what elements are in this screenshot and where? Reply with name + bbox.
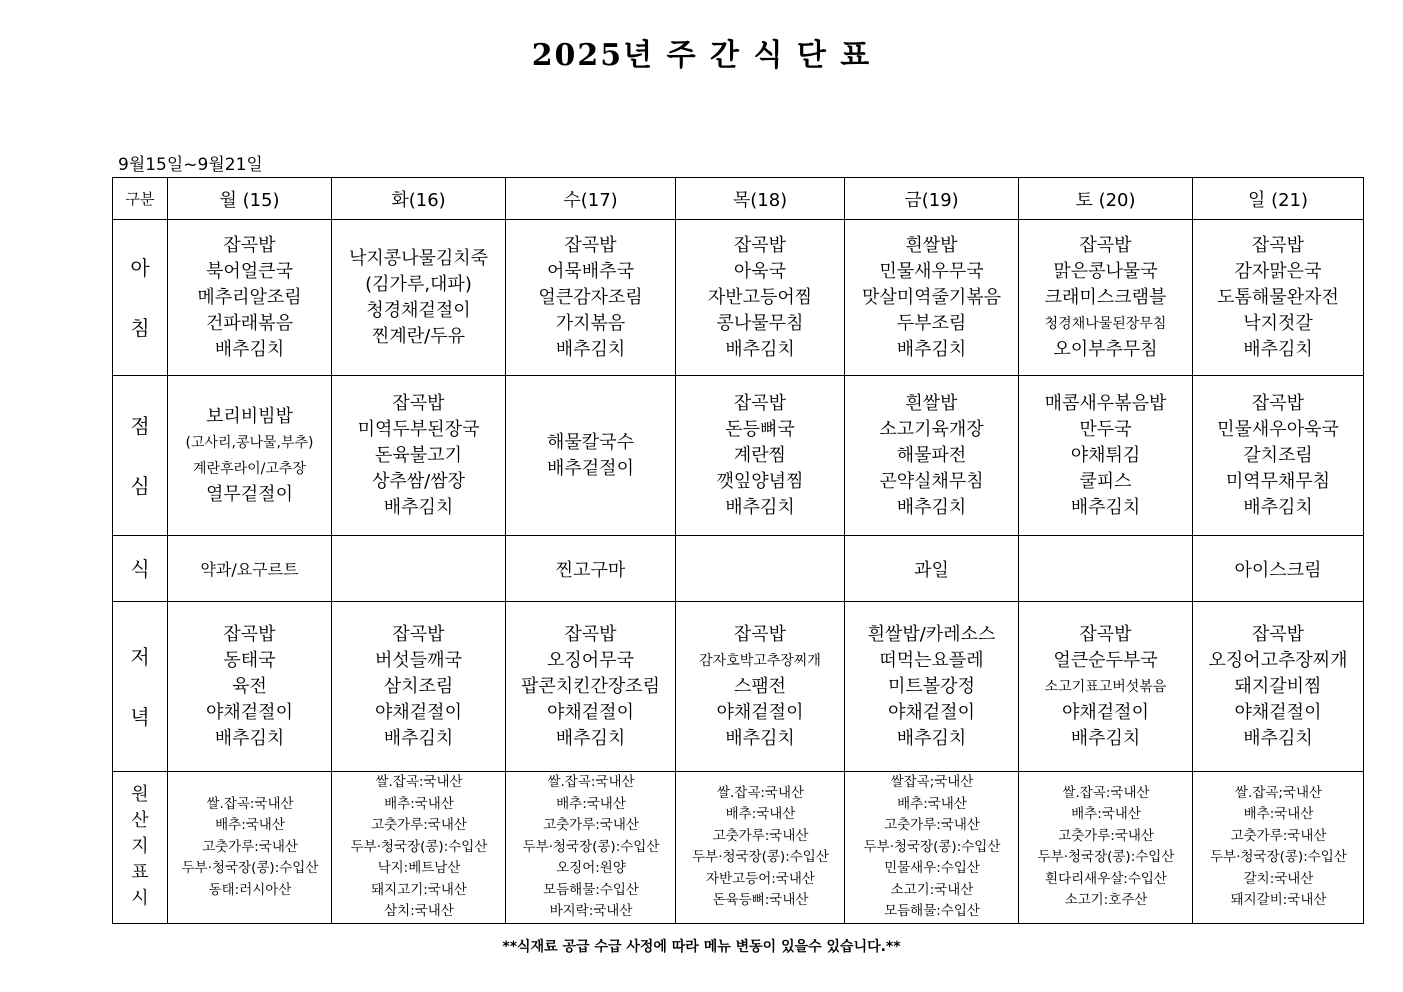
origin-line: 쌀.잡곡:국내산: [547, 774, 635, 790]
menu-item: 배추김치: [725, 727, 795, 749]
menu-item: 배추김치: [1070, 496, 1141, 518]
origin-cell: [1193, 772, 1364, 924]
menu-item: 소고기표고버섯볶음: [1044, 678, 1167, 695]
date-range: 9월15일~9월21일: [118, 155, 263, 175]
menu-item: 돈등뼈국: [725, 418, 795, 440]
menu-item: 배추김치: [896, 727, 967, 749]
menu-item: 흰쌀밥/카레소스: [867, 623, 996, 645]
origin-line: 고춧가루:국내산: [884, 817, 980, 833]
menu-item: 도톰해물완자전: [1217, 286, 1339, 308]
menu-item: 야채겉절이: [206, 701, 293, 723]
menu-item: 상추쌈/쌈장: [371, 470, 465, 492]
origin-line: 오징어:원양: [556, 860, 626, 876]
snack-cell: [332, 536, 506, 602]
menu-item: 북어얼큰국: [206, 260, 293, 282]
snack-cell: [676, 536, 845, 602]
origin-line: 고춧가루:국내산: [543, 817, 639, 833]
menu-item: 팝콘치킨간장조림: [520, 675, 661, 697]
menu-item: 배추김치: [725, 496, 795, 518]
menu-cell: [332, 602, 506, 772]
dinner-row: [113, 602, 1364, 772]
menu-item: 두부조림: [896, 312, 967, 334]
origin-cell: [676, 772, 845, 924]
menu-item: 잡곡밥: [392, 392, 445, 414]
snack-cell: 찐고구마: [506, 536, 676, 602]
menu-item: 청경채겉절이: [366, 299, 471, 321]
menu-item: 배추김치: [1243, 727, 1313, 749]
origin-line: 쌀.잡곡:국내산: [1062, 784, 1150, 801]
origin-line: 모듬해물:수입산: [884, 903, 980, 919]
menu-item: 청경채나물된장무침: [1044, 315, 1167, 332]
menu-cell: [506, 602, 676, 772]
snack-label: [113, 536, 168, 602]
menu-item: 잡곡밥: [564, 234, 617, 256]
menu-item: 배추김치: [896, 338, 967, 360]
origin-cell: [332, 772, 506, 924]
menu-item: 잡곡밥: [1079, 623, 1132, 645]
origin-line: 바지락:국내산: [549, 903, 633, 919]
menu-item: 흰쌀밥: [905, 234, 958, 256]
menu-cell: [676, 602, 845, 772]
menu-cell: [332, 376, 506, 536]
header-label: 구분: [113, 178, 168, 220]
menu-item: 동태국: [223, 649, 276, 671]
menu-cell: [1193, 376, 1364, 536]
origin-line: 배추:국내산: [556, 795, 626, 812]
menu-item: 야채튀김: [1070, 444, 1141, 466]
menu-item: 낙지젓갈: [1243, 312, 1313, 334]
origin-line: 두부·청국장(콩):수입산: [181, 860, 319, 876]
menu-item: 잡곡밥: [223, 234, 276, 256]
menu-cell: [506, 220, 676, 376]
day-header-tue: 화(16): [332, 178, 506, 220]
snack-row: [113, 536, 1364, 602]
origin-line: 쌀.잡곡;국내산: [1234, 784, 1323, 801]
menu-item: 배추김치: [1070, 727, 1141, 749]
origin-line: 두부·청국장(콩):수입산: [350, 838, 488, 855]
origin-cell: [845, 772, 1019, 924]
menu-item: 오징어고추장찌개: [1208, 649, 1348, 671]
menu-item: 버섯들깨국: [375, 649, 462, 671]
menu-item: 배추김치: [555, 338, 626, 360]
origin-line: 돼지고기:국내산: [371, 881, 467, 898]
menu-item: 잡곡밥: [1251, 234, 1305, 256]
menu-item: 잡곡밥: [223, 623, 276, 645]
menu-item: 스팸전: [733, 675, 787, 697]
menu-item: 잡곡밥: [733, 392, 787, 414]
menu-item: 오이부추무침: [1053, 338, 1158, 360]
origin-line: 소고기:호주산: [1064, 892, 1148, 909]
menu-item: 야채겉절이: [1234, 701, 1322, 723]
menu-item: 배추김치: [725, 338, 795, 360]
snack-cell: [1019, 536, 1193, 602]
origin-line: 두부·청국장(콩):수입산: [692, 849, 829, 866]
breakfast-label: [113, 220, 168, 376]
menu-cell: [1019, 220, 1193, 376]
day-header-fri: 금(19): [845, 178, 1019, 220]
menu-cell: [1193, 602, 1364, 772]
day-header-thu: 목(18): [676, 178, 845, 220]
menu-item: 잡곡밥: [1251, 392, 1305, 414]
menu-cell: [168, 602, 332, 772]
menu-item: 어묵배추국: [547, 260, 634, 282]
origin-line: 배추:국내산: [384, 795, 454, 812]
row-label-char: 시: [131, 888, 149, 910]
menu-item: 육전: [232, 675, 267, 697]
origin-line: 고춧가루:국내산: [371, 817, 467, 833]
day-header-wed: 수(17): [506, 178, 676, 220]
footnote: **식재료 공급 수급 사정에 따라 메뉴 변동이 있을수 있습니다.**: [502, 939, 901, 955]
menu-item: 열무겉절이: [206, 483, 293, 505]
menu-item: 미트볼강정: [888, 675, 975, 697]
origin-line: 배추:국내산: [725, 806, 796, 823]
origin-line: 배추:국내산: [1071, 806, 1141, 823]
menu-item: 아욱국: [733, 260, 787, 282]
menu-cell: [845, 602, 1019, 772]
row-label-char: 식: [130, 556, 150, 581]
page-title: 2025년 주 간 식 단 표: [531, 38, 872, 73]
menu-item: 삼치조림: [383, 675, 454, 697]
menu-item: 야채겉절이: [716, 701, 804, 723]
lunch-row: [113, 376, 1364, 536]
menu-item: 야채겉절이: [547, 701, 634, 723]
origin-line: 동태:러시아산: [208, 881, 292, 898]
origin-line: 두부·청국장(콩):수입산: [1037, 849, 1175, 866]
menu-cell: [676, 220, 845, 376]
menu-item: 배추김치: [1243, 338, 1313, 360]
row-label-char: 녁: [130, 704, 150, 729]
origin-line: 갈치:국내산: [1243, 870, 1314, 887]
origin-line: 쌀.잡곡:국내산: [375, 774, 463, 790]
row-label-char: 점: [130, 413, 150, 438]
menu-item: 배추겉절이: [547, 457, 634, 479]
origin-line: 쌀.잡곡:국내산: [716, 784, 805, 801]
origin-line: 고춧가루:국내산: [202, 838, 298, 855]
menu-item: 자반고등어찜: [707, 286, 813, 308]
menu-item: 미역두부된장국: [357, 418, 480, 440]
menu-item: 해물파전: [896, 444, 967, 466]
origin-line: 고춧가루:국내산: [1230, 827, 1327, 844]
origin-line: 배추:국내산: [215, 817, 285, 833]
breakfast-row: [113, 220, 1364, 376]
row-label-char: 표: [131, 862, 149, 884]
snack-cell: 과일: [845, 536, 1019, 602]
origin-line: 쌀.잡곡:국내산: [206, 795, 294, 812]
menu-item: 배추김치: [1243, 496, 1313, 518]
row-label-char: 산: [131, 810, 149, 832]
menu-item: 깻잎양념찜: [716, 470, 804, 492]
menu-item: 오징어무국: [547, 649, 634, 671]
menu-item: 맛살미역줄기볶음: [861, 286, 1002, 308]
menu-item: 민물새우무국: [879, 260, 984, 282]
origin-line: 흰다리새우살:수입산: [1045, 870, 1167, 887]
menu-item: 해물칼국수: [547, 431, 634, 453]
origin-cell: [1019, 772, 1193, 924]
menu-item: 낙지콩나물김치죽: [348, 247, 489, 269]
menu-item: 감자맑은국: [1234, 260, 1322, 282]
menu-item: 떠먹는요플레: [879, 649, 984, 671]
menu-item: 잡곡밥: [564, 623, 617, 645]
menu-item: 보리비빔밥: [206, 405, 293, 427]
menu-cell: [168, 376, 332, 536]
origin-line: 돼지갈비:국내산: [1230, 892, 1327, 909]
menu-item: 얼큰감자조림: [538, 286, 643, 308]
origin-line: 쌀잡곡;국내산: [890, 774, 974, 790]
menu-item: 콩나물무침: [716, 312, 804, 334]
row-label-char: 저: [130, 644, 150, 669]
origin-line: 고춧가루:국내산: [1058, 827, 1154, 844]
origin-line: 두부·청국장(콩):수입산: [863, 838, 1001, 855]
menu-item: 야채겉절이: [888, 701, 975, 723]
row-label-char: 지: [131, 836, 149, 858]
menu-item: (김가루,대파): [365, 273, 472, 295]
menu-item: 잡곡밥: [733, 234, 787, 256]
dinner-label: [113, 602, 168, 772]
menu-item: 배추김치: [555, 727, 626, 749]
menu-item: 흰쌀밥: [905, 392, 958, 414]
snack-cell: 아이스크림: [1193, 536, 1364, 602]
menu-cell: [332, 220, 506, 376]
menu-item: 만두국: [1079, 418, 1132, 440]
menu-item: 잡곡밥: [1079, 234, 1132, 256]
menu-item: 배추김치: [214, 338, 285, 360]
origin-line: 낙지:베트남산: [377, 860, 461, 876]
menu-item: 가지볶음: [555, 312, 626, 334]
origin-line: 모듬해물:수입산: [543, 881, 639, 898]
row-label-char: 원: [131, 784, 149, 806]
menu-item: 야채겉절이: [375, 701, 462, 723]
menu-item: 쿨피스: [1079, 470, 1132, 492]
menu-item: 잡곡밥: [1251, 623, 1305, 645]
menu-item: 크래미스크램블: [1044, 286, 1167, 308]
menu-item: 갈치조림: [1243, 444, 1313, 466]
menu-item: 야채겉절이: [1062, 701, 1149, 723]
origin-line: 민물새우:수입산: [884, 860, 980, 876]
menu-cell: [1193, 220, 1364, 376]
origin-line: 고춧가루:국내산: [712, 827, 809, 844]
day-header-sat: 토 (20): [1019, 178, 1193, 220]
header-row: [113, 178, 1364, 220]
origin-line: 돈육등뼈:국내산: [712, 892, 809, 909]
menu-item: 계란찜: [733, 444, 787, 466]
menu-item: 배추김치: [383, 727, 454, 749]
origin-cell: [168, 772, 332, 924]
menu-cell: [1019, 376, 1193, 536]
origin-line: 배추:국내산: [897, 795, 967, 812]
menu-cell: [1019, 602, 1193, 772]
menu-item: 메추리알조림: [197, 286, 302, 308]
menu-item: 배추김치: [896, 496, 967, 518]
weekly-menu-table: [112, 177, 1364, 924]
menu-item: 맑은콩나물국: [1053, 260, 1158, 282]
origin-line: 삼치:국내산: [384, 903, 454, 919]
row-label-char: 침: [130, 315, 150, 340]
menu-cell: [845, 220, 1019, 376]
snack-cell: 약과/요구르트: [168, 536, 332, 602]
day-header-mon: 월 (15): [168, 178, 332, 220]
menu-item: 미역무채무침: [1225, 470, 1331, 492]
day-header-sun: 일 (21): [1193, 178, 1364, 220]
menu-item: 배추김치: [214, 727, 285, 749]
origin-line: 배추:국내산: [1243, 806, 1314, 823]
menu-item: 소고기육개장: [879, 418, 984, 440]
menu-item: 돈육불고기: [375, 444, 462, 466]
menu-item: 잡곡밥: [733, 623, 787, 645]
menu-item: 건파래볶음: [206, 312, 293, 334]
origin-line: 소고기:국내산: [890, 881, 974, 898]
menu-item: 민물새우아욱국: [1217, 418, 1339, 440]
menu-cell: [845, 376, 1019, 536]
row-label-char: 아: [130, 255, 150, 280]
menu-item: 감자호박고추장찌개: [699, 652, 821, 669]
origin-label: [113, 772, 168, 924]
menu-item: 잡곡밥: [392, 623, 445, 645]
origin-row: [113, 772, 1364, 924]
menu-item: 돼지갈비찜: [1234, 675, 1322, 697]
menu-cell: [676, 376, 845, 536]
menu-item: 배추김치: [383, 496, 454, 518]
menu-item: 매콤새우볶음밥: [1044, 392, 1167, 414]
lunch-label: [113, 376, 168, 536]
menu-cell: [506, 376, 676, 536]
menu-item: (고사리,콩나물,부추): [185, 434, 314, 451]
menu-item: 얼큰순두부국: [1053, 649, 1158, 671]
menu-item: 찐계란/두유: [371, 325, 465, 347]
origin-line: 두부·청국장(콩):수입산: [522, 838, 660, 855]
menu-item: 곤약실채무침: [879, 470, 984, 492]
row-label-char: 심: [130, 473, 150, 498]
menu-item: 계란후라이/고추장: [193, 460, 306, 477]
origin-line: 두부·청국장(콩):수입산: [1210, 849, 1347, 866]
origin-cell: [506, 772, 676, 924]
origin-line: 자반고등어:국내산: [706, 870, 815, 887]
menu-cell: [168, 220, 332, 376]
